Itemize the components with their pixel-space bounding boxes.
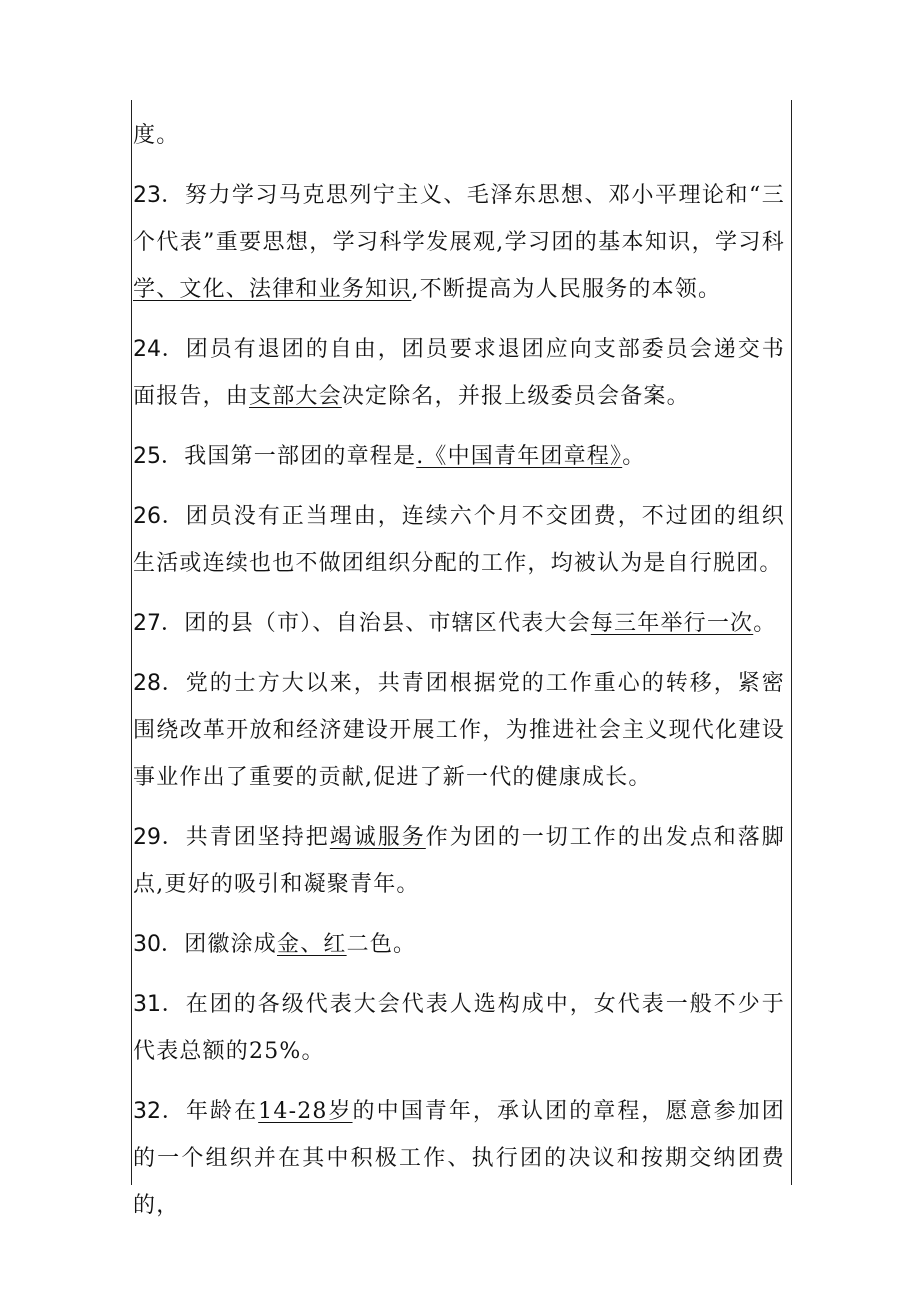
question-item — [133, 493, 785, 587]
question-text: 度。 — [133, 123, 180, 148]
question-item — [133, 921, 785, 968]
answer-underlined: 学、文化、法律和业务知识 — [133, 277, 412, 302]
question-text: 。 — [753, 611, 777, 636]
question-number: 27 — [133, 611, 161, 636]
question-number: 26 — [133, 504, 161, 529]
document-body — [133, 112, 785, 1242]
answer-underlined: 金、红 — [277, 932, 347, 957]
question-number: 29 — [133, 825, 161, 850]
answer-underlined: 支部大会 — [249, 384, 342, 409]
question-text: ．团员有退团的自由，团员要求退团应向支部委员会递交书面报告，由 — [133, 337, 785, 409]
answer-underlined: 竭诚服务 — [329, 825, 426, 850]
question-number: 28 — [133, 671, 161, 696]
question-text: 作为团的一切工作的出发点和落脚点,更好的吸引和凝聚青年。 — [133, 825, 785, 897]
question-item — [133, 112, 785, 159]
question-item — [133, 326, 785, 420]
question-number: 24 — [133, 337, 161, 362]
question-item — [133, 1088, 785, 1229]
question-item — [133, 660, 785, 801]
answer-underlined: 每三年举行一次 — [590, 611, 754, 636]
question-text: 。 — [622, 444, 646, 469]
question-text: ．我国第一部团的章程是 — [161, 444, 417, 469]
question-text: ．团的县（市）、自治县、市辖区代表大会 — [161, 611, 591, 636]
question-number: 25 — [133, 444, 161, 469]
question-text: 的中国青年，承认团的章程，愿意参加团的一个组织并在其中积极工作、执行团的决议和按期交纳团费的， — [133, 1099, 785, 1218]
question-text: ．年龄在 — [161, 1099, 259, 1124]
question-item — [133, 433, 785, 480]
question-text: ．努力学习马克思列宁主义、毛泽东思想、邓小平理论和“三个代表”重要思想，学习科学发展观,学习团的基本知识，学习科 — [133, 183, 785, 255]
question-text: ,不断提高为人民服务的本领。 — [411, 277, 722, 302]
question-text: ．党的士方大以来，共青团根据党的工作重心的转移，紧密围绕改革开放和经济建设开展工作，为推进社会主义现代化建设事业作出了重要的贡献,促进了新一代的健康成长。 — [133, 671, 785, 790]
question-text: ．共青团坚持把 — [161, 825, 330, 850]
question-number: 32 — [133, 1099, 161, 1124]
question-text: ．团徽涂成 — [161, 932, 278, 957]
question-item — [133, 981, 785, 1075]
answer-underlined: 14-28岁 — [258, 1099, 353, 1124]
question-number: 31 — [133, 992, 161, 1017]
question-text: 决定除名，并报上级委员会备案。 — [341, 384, 690, 409]
question-text: ．团员没有正当理由，连续六个月不交团费，不过团的组织生活或连续也也不做团组织分配的工作，均被认为是自行脱团。 — [133, 504, 785, 576]
question-text: 二色。 — [346, 932, 417, 957]
question-number: 30 — [133, 932, 161, 957]
question-text: ．在团的各级代表大会代表人选构成中，女代表一般不少于代表总额的25%。 — [133, 992, 785, 1064]
question-item — [133, 172, 785, 313]
answer-underlined: .《中国青年团章程》 — [416, 444, 623, 469]
question-item — [133, 600, 785, 647]
question-number: 23 — [133, 183, 161, 208]
question-item — [133, 814, 785, 908]
